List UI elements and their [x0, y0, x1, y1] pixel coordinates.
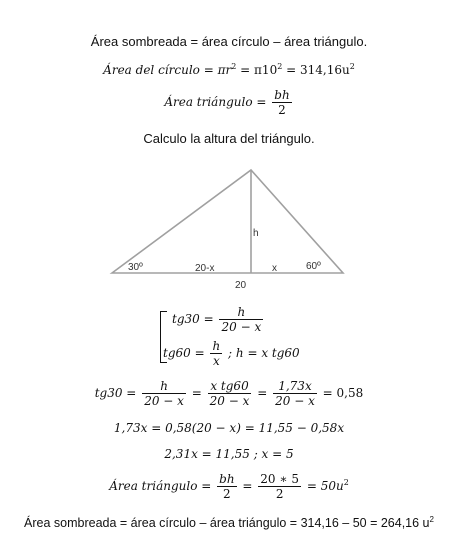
label-base-20: 20 [235, 280, 247, 291]
title-equation: Área sombreada = área círculo – área triángulo. [90, 34, 368, 49]
step-2-equation: 2,31x = 11,55 ; x = 5 [164, 447, 294, 461]
label-20-minus-x: 20-x [195, 263, 215, 274]
triangle-shape [112, 170, 343, 273]
label-x: x [272, 263, 277, 274]
fraction: $\frac{20 ∗ 5}{2}$ [260, 472, 299, 501]
fraction: $\frac{h}{20 - x}$ [221, 305, 262, 334]
system-eq-2: tg60 = $\frac{h}{x}$ ; h = x tg60 [163, 339, 300, 368]
circle-area-equation: Área del círculo = $\pi r^2 = \pi 10^2 = 314,16u^2$ [103, 62, 355, 77]
fraction: $\frac{bh}{2}$ [219, 472, 235, 501]
fraction: $\frac{bh}{2}$ [274, 88, 290, 117]
fraction: $\frac{h}{x}$ [212, 339, 221, 368]
fraction: $\frac{h}{20 - x}$ [144, 379, 184, 408]
calc-height-text: Calculo la altura del triángulo. [143, 131, 315, 146]
triangle-area-formula: Área triángulo = $\frac{bh}{2}$ [164, 88, 290, 117]
label-h: h [253, 228, 259, 239]
circle-area-value: 314,16u [300, 63, 350, 77]
label-angle-30: 30º [128, 262, 143, 273]
system-eq-1: tg30 = $\frac{h}{20 - x}$ [172, 305, 262, 334]
triangle-diagram [0, 160, 458, 295]
circle-area-label: Área del círculo [103, 63, 200, 77]
fraction: $\frac{1,73x}{20 - x}$ [275, 379, 315, 408]
final-equation: Área sombreada = área círculo – área triángulo = 314,16 – 50 = 264,16 $u^2$ [24, 515, 434, 531]
step-1-equation: 1,73x = 0,58(20 − x) = 11,55 − 0,58x [113, 421, 345, 435]
fraction: $\frac{\text{x tg60}}{20 - x}$ [209, 379, 250, 408]
label-angle-60: 60º [306, 261, 321, 272]
combined-equation: tg30 = $\frac{h}{20 - x}$ = $\frac{\text{x tg60}}{20 - x}$ = $\frac{1,73x}{20 - x}$ = 0,58 [94, 379, 364, 408]
triangle-area-result: Área triángulo = $\frac{bh}{2}$ = $\frac{20 ∗ 5}{2}$ = $50u^2$ [109, 472, 349, 501]
